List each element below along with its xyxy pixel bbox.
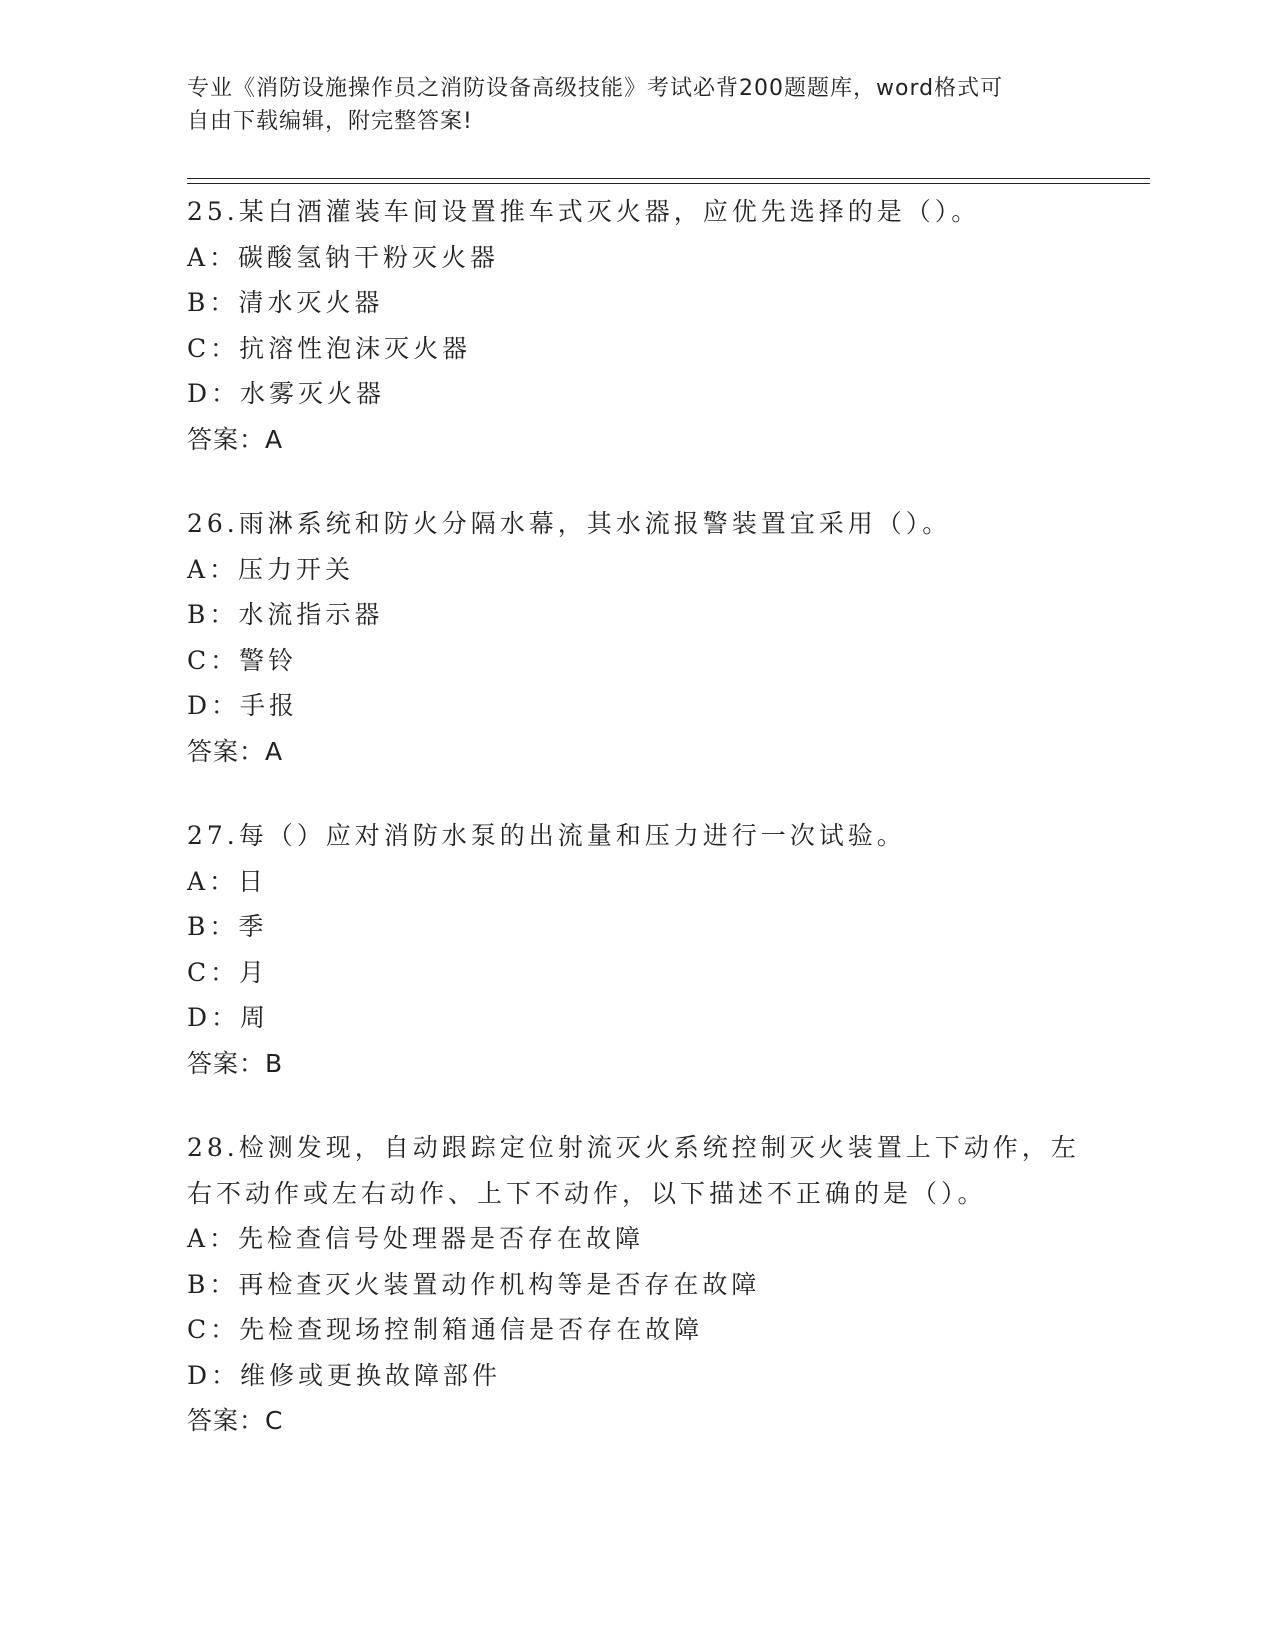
answer: 答案：A: [187, 424, 284, 454]
question-stem: 27.每（）应对消防水泵的出流量和压力进行一次试验。: [187, 821, 906, 850]
answer: 答案：B: [187, 1048, 284, 1078]
question-stem-line-2: 右不动作或左右动作、上下不动作，以下描述不正确的是（）。: [187, 1178, 987, 1208]
option-a: A：先检查信号处理器是否存在故障: [187, 1224, 645, 1253]
header-divider-top: [187, 178, 1150, 179]
option-b: B：季: [187, 912, 268, 941]
option-c: C：抗溶性泡沫灭火器: [187, 333, 472, 363]
option-d: D：水雾灭火器: [187, 379, 386, 408]
option-c: C：先检查现场控制箱通信是否存在故障: [187, 1315, 704, 1344]
option-b: B：水流指示器: [187, 600, 384, 629]
question-25: [187, 189, 1107, 462]
option-b: B：再检查灭火装置动作机构等是否存在故障: [187, 1269, 761, 1299]
option-b: B：清水灭火器: [187, 288, 384, 317]
document-header: [187, 72, 1087, 138]
option-d: D：维修或更换故障部件: [187, 1360, 502, 1390]
option-d: D：手报: [187, 691, 299, 720]
option-d: D：周: [187, 1003, 270, 1032]
answer: 答案：A: [187, 736, 284, 766]
header-line-1: 专业《消防设施操作员之消防设备高级技能》考试必背200题题库，word格式可: [187, 76, 1004, 101]
question-27: [187, 813, 1107, 1086]
question-26: [187, 501, 1107, 774]
option-c: C：警铃: [187, 645, 298, 675]
option-a: A：碳酸氢钠干粉灭火器: [187, 242, 500, 272]
question-stem: 26.雨淋系统和防火分隔水幕，其水流报警装置宜采用（）。: [187, 509, 952, 538]
question-stem: 25.某白酒灌装车间设置推车式灭火器，应优先选择的是（）。: [187, 197, 981, 226]
option-c: C：月: [187, 957, 269, 987]
header-line-2: 自由下载编辑，附完整答案!: [187, 109, 473, 134]
question-list: [187, 189, 1107, 1483]
answer: 答案：C: [187, 1406, 284, 1435]
option-a: A：压力开关: [187, 554, 355, 584]
header-divider-bottom: [187, 183, 1150, 184]
option-a: A：日: [187, 866, 268, 896]
question-28: [187, 1125, 1107, 1444]
question-stem-line-1: 28.检测发现，自动跟踪定位射流灭火系统控制灭火装置上下动作，左: [187, 1133, 1080, 1162]
